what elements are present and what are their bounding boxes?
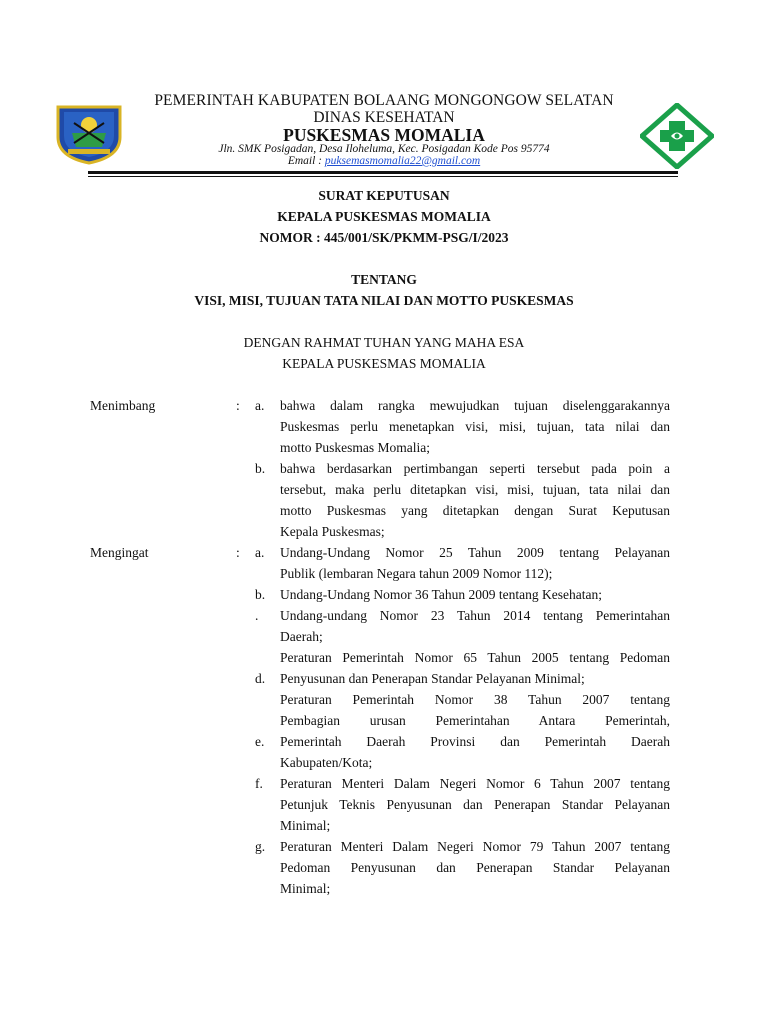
- mengingat-line: Petunjuk Teknis Penyusunan dan Penerapan Standar Pelayanan: [280, 797, 670, 812]
- mengingat-marker: .: [255, 608, 259, 623]
- mengingat-line: Daerah;: [280, 629, 323, 644]
- menimbang-a-line: motto Puskesmas Momalia;: [280, 440, 430, 455]
- menimbang-marker-a: a.: [255, 398, 265, 413]
- mengingat-line: Pedoman Penyusunan dan Penerapan Standar Pelayanan: [280, 860, 670, 875]
- decree-number: NOMOR : 445/001/SK/PKMM-PSG/I/2023: [259, 230, 509, 245]
- mengingat-line: Peraturan Menteri Dalam Negeri Nomor 79 Tahun 2007 tentang: [280, 839, 670, 854]
- mengingat-line: Publik (lembaran Negara tahun 2009 Nomor 112);: [280, 566, 553, 581]
- mengingat-line: Undang-Undang Nomor 36 Tahun 2009 tentang Kesehatan;: [280, 587, 602, 602]
- decree-subject: VISI, MISI, TUJUAN TATA NILAI DAN MOTTO PUSKESMAS: [194, 293, 574, 308]
- letterhead-rule-thin: [88, 176, 678, 177]
- menimbang-a-line: bahwa dalam rangka mewujudkan tujuan diselenggarakannya: [280, 398, 670, 413]
- letterhead-organization: PUSKESMAS MOMALIA: [283, 125, 485, 145]
- letterhead-rule-thick: [88, 171, 678, 174]
- mengingat-marker: e.: [255, 734, 265, 749]
- menimbang-label: Menimbang: [90, 398, 156, 413]
- mengingat-line: Minimal;: [280, 818, 331, 833]
- mengingat-marker: a.: [255, 545, 265, 560]
- email-link[interactable]: puksemasmomalia22@gmail.com: [324, 155, 481, 167]
- preamble-line-1: DENGAN RAHMAT TUHAN YANG MAHA ESA: [243, 335, 525, 350]
- mengingat-line: Minimal;: [280, 881, 331, 896]
- letterhead-government: PEMERINTAH KABUPATEN BOLAANG MONGONGOW SELATAN: [154, 92, 614, 109]
- mengingat-line: Kabupaten/Kota;: [280, 755, 373, 770]
- mengingat-marker: f.: [255, 776, 263, 791]
- menimbang-a-line: Puskesmas perlu menetapkan visi, misi, tujuan, tata nilai dan: [280, 419, 670, 434]
- menimbang-marker-b: b.: [255, 461, 266, 476]
- menimbang-b-line: bahwa berdasarkan pertimbangan seperti tersebut pada poin a: [280, 461, 670, 476]
- preamble-line-2: KEPALA PUSKESMAS MOMALIA: [282, 356, 486, 371]
- menimbang-b-line: motto Puskesmas yang ditetapkan dengan Surat Keputusan: [280, 503, 670, 518]
- mengingat-line: Penyusunan dan Penerapan Standar Pelayanan Minimal;: [280, 671, 585, 686]
- mengingat-marker: g.: [255, 839, 266, 854]
- decree-title: SURAT KEPUTUSAN: [318, 188, 450, 203]
- mengingat-line: Undang-undang Nomor 23 Tahun 2014 tentang Pemerintahan: [280, 608, 670, 623]
- mengingat-line: Peraturan Pemerintah Nomor 65 Tahun 2005 tentang Pedoman: [280, 650, 670, 665]
- mengingat-colon: :: [236, 545, 240, 560]
- letterhead-address: Jln. SMK Posigadan, Desa Iloheluma, Kec. Posigadan Kode Pos 95774: [218, 143, 550, 155]
- regency-crest-icon: [52, 103, 126, 165]
- decree-issuer: KEPALA PUSKESMAS MOMALIA: [277, 209, 491, 224]
- mengingat-label: Mengingat: [90, 545, 149, 560]
- mengingat-line: Pemerintah Daerah Provinsi dan Pemerintah Daerah: [280, 734, 670, 749]
- letterhead-email-line: [128, 155, 640, 167]
- puskesmas-cross-icon: [640, 103, 714, 169]
- menimbang-b-line: tersebut, maka perlu ditetapkan visi, misi, tujuan, tata nilai dan: [280, 482, 670, 497]
- mengingat-marker: b.: [255, 587, 266, 602]
- mengingat-line: Peraturan Pemerintah Nomor 38 Tahun 2007 tentang: [280, 692, 670, 707]
- mengingat-line: Pembagian urusan Pemerintahan Antara Pemerintah,: [280, 713, 670, 728]
- mengingat-line: Peraturan Menteri Dalam Negeri Nomor 6 Tahun 2007 tentang: [280, 776, 670, 791]
- menimbang-b-line: Kepala Puskesmas;: [280, 524, 385, 539]
- letterhead-department: DINAS KESEHATAN: [313, 109, 455, 126]
- mengingat-line: Undang-Undang Nomor 25 Tahun 2009 tentang Pelayanan: [280, 545, 670, 560]
- menimbang-colon: :: [236, 398, 240, 413]
- decree-about-label: TENTANG: [351, 272, 417, 287]
- email-label: Email :: [287, 155, 325, 167]
- mengingat-marker: d.: [255, 671, 266, 686]
